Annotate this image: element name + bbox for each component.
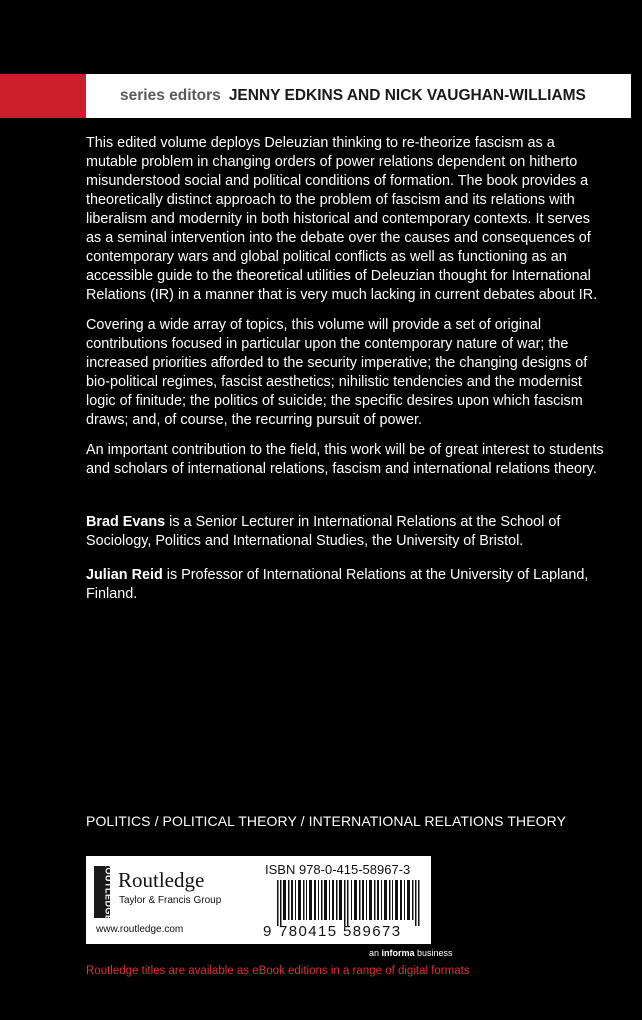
- routledge-spine-logo: ROUTLEDGE: [94, 866, 110, 918]
- ebook-availability-note: Routledge titles are available as eBook editions in a range of digital formats: [86, 965, 470, 977]
- blurb-paragraph-2: Covering a wide array of topics, this volume will provide a set of original contributions focused in particular upon the contemporary nature of war; the increased priorities afforded to the security imperative; the changing designs of bio-political regimes, fascist aesthetics; nihilistic tendencies and the modernist logic of finitude; the politics of suicide; the specific desires upon which fascism draws; and, of course, the recurring pursuit of power.: [86, 317, 588, 428]
- publisher-url: www.routledge.com: [96, 924, 184, 935]
- publisher-name: Routledge: [118, 868, 205, 892]
- isbn-label: ISBN 978-0-415-58967-3: [265, 862, 411, 877]
- author-bio-text: is Professor of International Relations at the University of Lapland, Finland.: [86, 567, 589, 602]
- author-bio-julian-reid: [86, 566, 606, 604]
- barcode-remaining-digits: 780415 589673: [279, 923, 402, 940]
- author-bio-brad-evans: [86, 513, 606, 551]
- author-name: Julian Reid: [86, 567, 163, 583]
- blurb-paragraph-3: An important contribution to the field, this work will be of great interest to students and scholars of international relations, fascism and international relations theory.: [86, 442, 604, 477]
- publisher-group: Taylor & Francis Group: [119, 895, 222, 906]
- barcode-first-digit: 9: [263, 923, 273, 940]
- isbn-barcode-box: [257, 856, 431, 944]
- barcode-icon: [277, 880, 423, 926]
- series-banner: [86, 74, 631, 118]
- series-label: series editors: [120, 87, 221, 104]
- author-name: Brad Evans: [86, 514, 166, 530]
- publisher-logo-box: [86, 856, 257, 944]
- informa-business-mark: an informa business: [369, 948, 453, 958]
- subject-category: POLITICS / POLITICAL THEORY / INTERNATIONAL RELATIONS THEORY: [86, 813, 567, 829]
- blurb-paragraph-1: This edited volume deploys Deleuzian thinking to re-theorize fascism as a mutable problem in changing orders of power relations dependent on hitherto misunderstood social and political conditions of formation. The book provides a theoretically distinct approach to the problem of fascism and its relations with liberalism and modernity in both historical and contemporary contexts. It serves as a seminal intervention into the debate over the causes and consequences of contemporary wars and global political conflicts as well as functioning as an accessible guide to the theoretical utilities of Deleuzian thought for International Relations (IR) in a manner that is very much lacking in current debates about IR.: [86, 135, 598, 303]
- series-accent-bar: [0, 74, 86, 118]
- series-editors-names: JENNY EDKINS AND NICK VAUGHAN-WILLIAMS: [228, 87, 586, 104]
- author-bio-text: is a Senior Lecturer in International Relations at the School of Sociology, Politics and International Studies, the University of Bristol.: [86, 514, 561, 549]
- series-editors-line: [120, 87, 586, 105]
